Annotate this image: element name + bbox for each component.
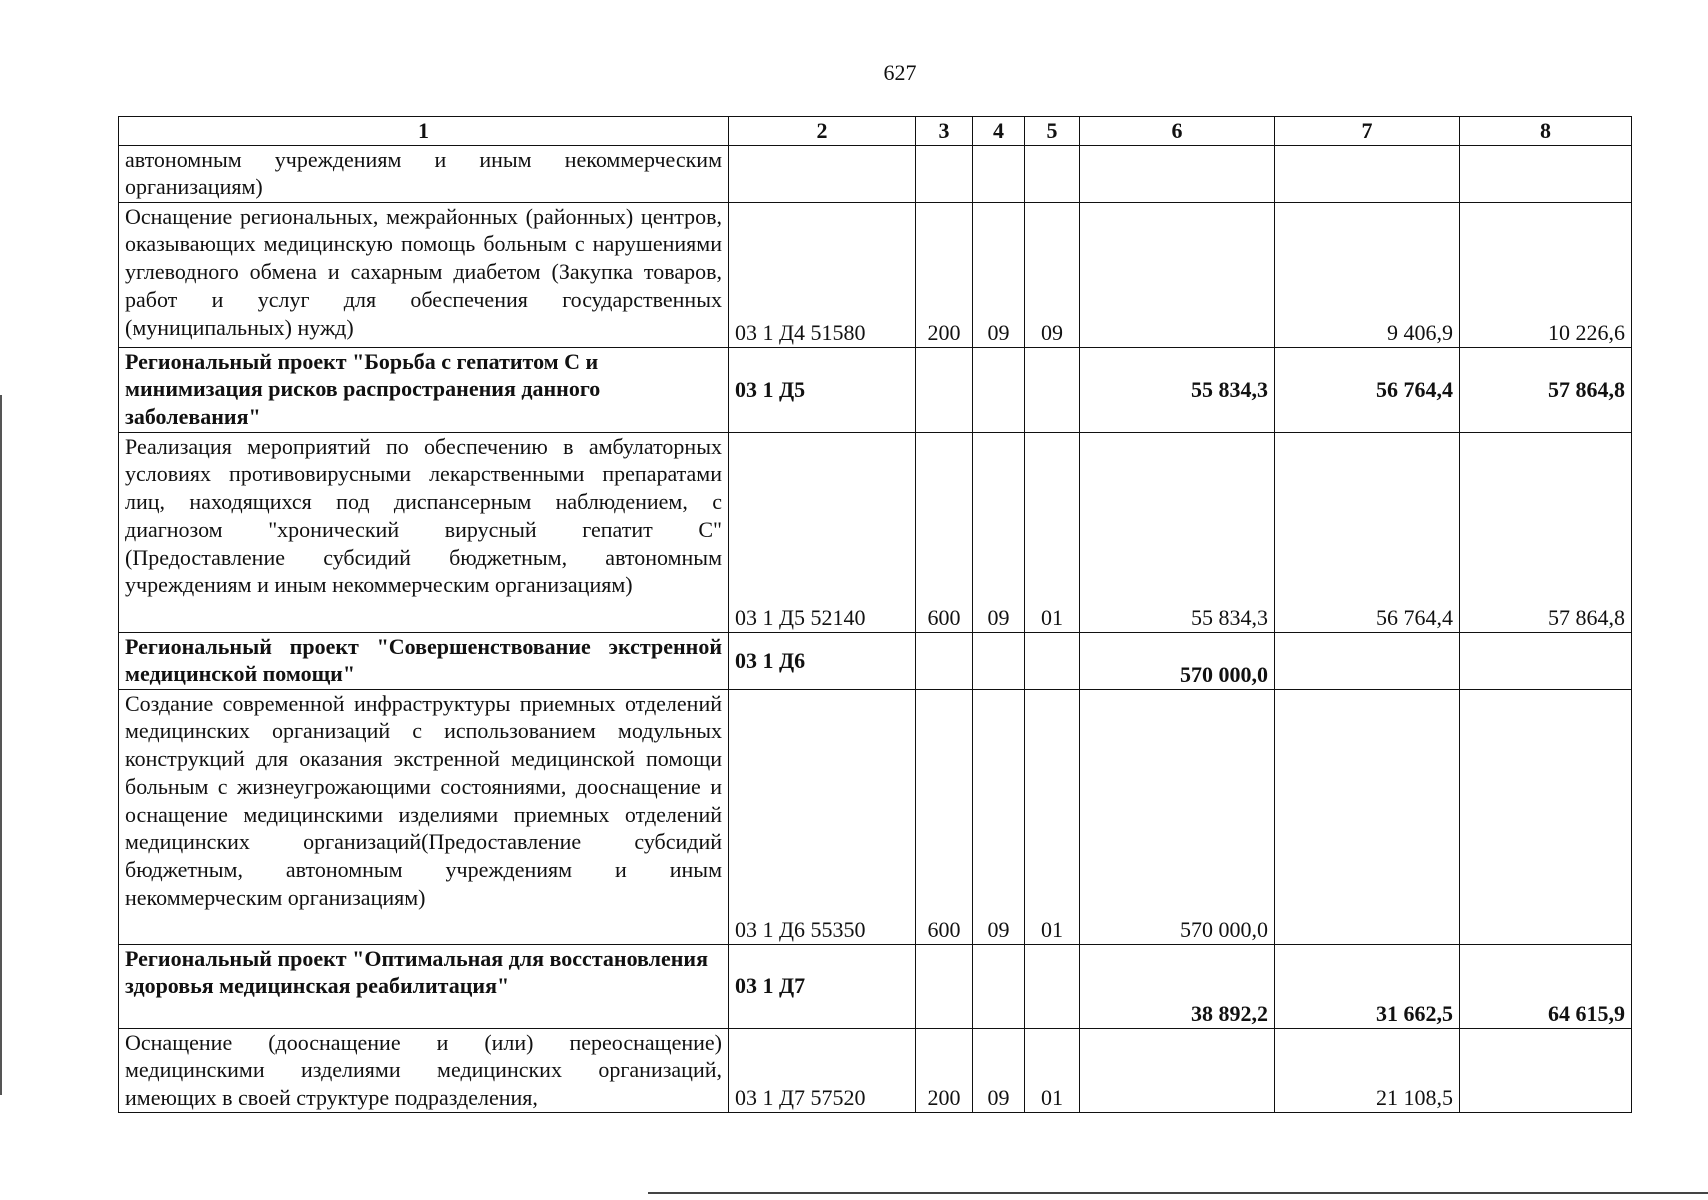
row-col8 — [1460, 1028, 1632, 1112]
scan-edge-line — [0, 395, 2, 1095]
row-col4: 09 — [973, 432, 1025, 632]
row-col5: 01 — [1025, 432, 1080, 632]
row-col3: 200 — [916, 202, 973, 347]
row-col7: 9 406,9 — [1275, 202, 1460, 347]
row-col8: 64 615,9 — [1460, 944, 1632, 1028]
row-col7 — [1275, 689, 1460, 944]
row-code: 03 1 Д5 — [729, 347, 916, 432]
row-col7 — [1275, 145, 1460, 202]
row-col5 — [1025, 347, 1080, 432]
table-row — [119, 689, 1632, 944]
row-col4 — [973, 632, 1025, 689]
row-col4 — [973, 944, 1025, 1028]
table-row — [119, 1028, 1632, 1112]
table-row — [119, 944, 1632, 1028]
row-code: 03 1 Д6 — [729, 632, 916, 689]
row-description: Региональный проект "Оптимальная для восстановления здоровья медицинская реабилитация" — [119, 944, 729, 1028]
row-col5: 09 — [1025, 202, 1080, 347]
row-description: Оснащение (дооснащение и (или) переоснащение) медицинскими изделиями медицинских организаций, имеющих в своей структуре подразделения, — [119, 1028, 729, 1112]
row-description: автономным учреждениям и иным некоммерческим организациям) — [119, 145, 729, 202]
row-code: 03 1 Д7 — [729, 944, 916, 1028]
scan-bottom-line — [648, 1192, 1708, 1194]
row-col8 — [1460, 632, 1632, 689]
row-col3: 600 — [916, 432, 973, 632]
row-col8 — [1460, 145, 1632, 202]
row-col8: 57 864,8 — [1460, 432, 1632, 632]
row-col5 — [1025, 632, 1080, 689]
row-col3 — [916, 944, 973, 1028]
row-col5 — [1025, 145, 1080, 202]
row-col6: 55 834,3 — [1080, 347, 1275, 432]
row-description: Региональный проект "Совершенствование экстренной медицинской помощи" — [119, 632, 729, 689]
row-code: 03 1 Д6 55350 — [729, 689, 916, 944]
row-col8 — [1460, 689, 1632, 944]
row-col4 — [973, 145, 1025, 202]
row-col3: 200 — [916, 1028, 973, 1112]
page-number: 627 — [883, 60, 917, 85]
row-col7: 21 108,5 — [1275, 1028, 1460, 1112]
row-col8: 57 864,8 — [1460, 347, 1632, 432]
row-col6 — [1080, 145, 1275, 202]
table-row — [119, 202, 1632, 347]
col-header-3: 3 — [916, 117, 973, 146]
row-col6 — [1080, 202, 1275, 347]
row-col3: 600 — [916, 689, 973, 944]
row-col6: 570 000,0 — [1080, 689, 1275, 944]
row-col6: 55 834,3 — [1080, 432, 1275, 632]
row-col5 — [1025, 944, 1080, 1028]
table-row — [119, 632, 1632, 689]
row-code: 03 1 Д4 51580 — [729, 202, 916, 347]
col-header-8: 8 — [1460, 117, 1632, 146]
col-header-1: 1 — [119, 117, 729, 146]
row-code — [729, 145, 916, 202]
row-col3 — [916, 347, 973, 432]
row-col7: 56 764,4 — [1275, 347, 1460, 432]
row-col5: 01 — [1025, 1028, 1080, 1112]
row-col4: 09 — [973, 689, 1025, 944]
row-description: Создание современной инфраструктуры приемных отделений медицинских организаций с использованием модульных конструкций для оказания экстренной медицинской помощи больным с жизнеугрожающими состояниями, дооснащение и оснащение медицинскими изделиями приемных отделений медицинских организаций(Предоставление субсидий бюджетным, автономным учреждениям и иным некоммерческим организациям) — [119, 689, 729, 944]
row-description: Реализация мероприятий по обеспечению в амбулаторных условиях противовирусными лекарственными препаратами лиц, находящихся под диспансерным наблюдением, с диагнозом "хронический вирусный гепатит С" (Предоставление субсидий бюджетным, автономным учреждениям и иным некоммерческим организациям) — [119, 432, 729, 632]
row-col7: 31 662,5 — [1275, 944, 1460, 1028]
row-code: 03 1 Д5 52140 — [729, 432, 916, 632]
col-header-6: 6 — [1080, 117, 1275, 146]
row-description: Оснащение региональных, межрайонных (районных) центров, оказывающих медицинскую помощь больным с нарушениями углеводного обмена и сахарным диабетом (Закупка товаров, работ и услуг для обеспечения государственных (муниципальных) нужд) — [119, 202, 729, 347]
table-row — [119, 347, 1632, 432]
row-col3 — [916, 632, 973, 689]
row-col7: 56 764,4 — [1275, 432, 1460, 632]
row-description: Региональный проект "Борьба с гепатитом С и минимизация рисков распространения данного заболевания" — [119, 347, 729, 432]
row-col5: 01 — [1025, 689, 1080, 944]
budget-table — [118, 116, 1632, 1113]
row-col6: 38 892,2 — [1080, 944, 1275, 1028]
col-header-2: 2 — [729, 117, 916, 146]
table-row — [119, 145, 1632, 202]
row-col8: 10 226,6 — [1460, 202, 1632, 347]
col-header-4: 4 — [973, 117, 1025, 146]
row-col4: 09 — [973, 202, 1025, 347]
row-col6 — [1080, 1028, 1275, 1112]
col-header-7: 7 — [1275, 117, 1460, 146]
col-header-5: 5 — [1025, 117, 1080, 146]
table-row — [119, 432, 1632, 632]
row-col6: 570 000,0 — [1080, 632, 1275, 689]
row-code: 03 1 Д7 57520 — [729, 1028, 916, 1112]
row-col4 — [973, 347, 1025, 432]
row-col3 — [916, 145, 973, 202]
row-col7 — [1275, 632, 1460, 689]
header-row — [119, 117, 1632, 146]
row-col4: 09 — [973, 1028, 1025, 1112]
